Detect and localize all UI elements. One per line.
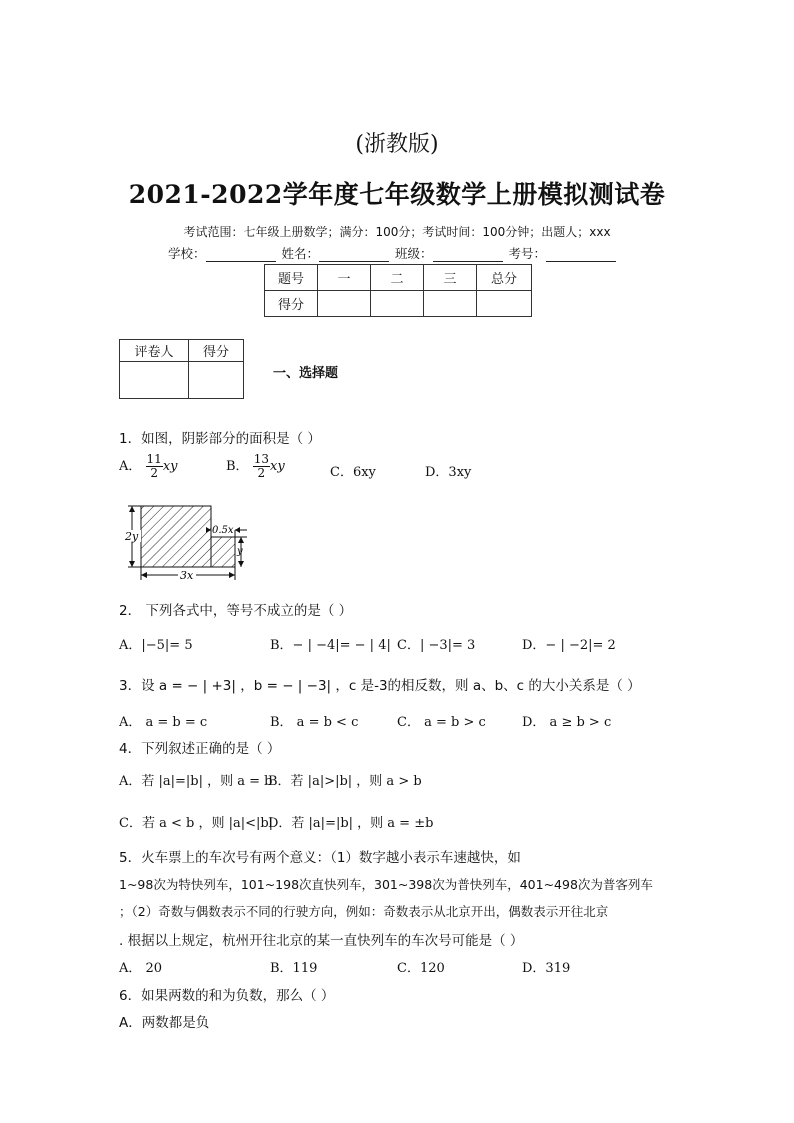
q6-option-a: A．两数都是负 bbox=[119, 1015, 210, 1031]
q3-stem: 3．设 a = − | +3| ，b = − | −3| ，c 是-3的相反数，则 a、b、c 的大小关系是（ ） bbox=[119, 678, 641, 694]
q1-option-b: B． $\frac{13}{2}$ xy bbox=[226, 452, 285, 480]
label-3x: 3x bbox=[180, 569, 194, 582]
score-row-label: 得分 bbox=[265, 291, 318, 317]
q4-stem: 4．下列叙述正确的是（ ） bbox=[119, 741, 281, 757]
score-cell[interactable] bbox=[424, 291, 477, 317]
grader-header-cell: 得分 bbox=[189, 340, 244, 362]
q3-option-a: A． a = b = c bbox=[119, 715, 208, 730]
school-field[interactable] bbox=[206, 249, 276, 262]
grader-header-cell: 评卷人 bbox=[120, 340, 189, 362]
label-y: y bbox=[237, 546, 243, 557]
q2-stem: 2． 下列各式中，等号不成立的是（ ） bbox=[119, 603, 353, 619]
section-title: 一、选择题 bbox=[273, 366, 339, 381]
label-2y: 2y bbox=[125, 530, 139, 543]
q2-option-b: B．− | −4|= − | 4| bbox=[270, 638, 391, 653]
q5-line-4: . 根据以上规定，杭州开往北京的某一直快列车的车次号可能是（ ） bbox=[119, 933, 524, 949]
exam-no-label: 考号： bbox=[508, 246, 547, 261]
q3-option-c: C． a = b > c bbox=[397, 715, 486, 730]
label-0.5x: 0.5x bbox=[212, 525, 234, 536]
edition-subtitle: (浙教版) bbox=[355, 132, 439, 157]
q2-option-a: A．|−5|= 5 bbox=[119, 638, 193, 653]
score-cell[interactable] bbox=[371, 291, 424, 317]
q5-option-d: D．319 bbox=[522, 961, 571, 976]
student-fields bbox=[168, 244, 616, 262]
q1-option-c: C．6xy bbox=[330, 465, 376, 480]
q1-a-fraction: $\frac{11}{2}$ bbox=[146, 452, 162, 480]
q1-option-d: D．3xy bbox=[425, 465, 472, 480]
q5-line-1: 5．火车票上的车次号有两个意义：（1）数字越小表示车速越快，如 bbox=[119, 850, 521, 866]
q6-stem: 6．如果两数的和为负数，那么（ ） bbox=[119, 988, 335, 1004]
q1-stem: 1．如图，阴影部分的面积是（ ） bbox=[119, 431, 321, 447]
q5-option-a: A． 20 bbox=[119, 961, 163, 976]
score-header-cell: 一 bbox=[318, 265, 371, 291]
q1-option-a: A． $\frac{11}{2}$ xy bbox=[119, 452, 178, 480]
class-label: 班级： bbox=[395, 246, 433, 261]
q1-b-fraction: $\frac{13}{2}$ bbox=[253, 452, 269, 480]
score-header-cell: 总分 bbox=[477, 265, 532, 291]
grader-table bbox=[119, 339, 244, 399]
q5-line-2: 1~98次为特快列车，101~198次直快列车，301~398次为普快列车，401~498次为普客列车 bbox=[119, 877, 653, 892]
exam-info: 考试范围：七年级上册数学；满分：100分；考试时间：100分钟；出题人；xxx bbox=[183, 225, 611, 239]
q4-option-b: B．若 |a|>|b| ，则 a > b bbox=[268, 774, 422, 789]
score-cell[interactable] bbox=[477, 291, 532, 317]
q3-option-b: B． a = b < c bbox=[270, 715, 359, 730]
score-header-cell: 三 bbox=[424, 265, 477, 291]
q4-option-d: D．若 |a|=|b| ，则 a = ±b bbox=[268, 816, 434, 831]
q2-option-d: D．− | −2|= 2 bbox=[522, 638, 616, 653]
exam-no-field[interactable] bbox=[546, 249, 616, 262]
q5-line-3: ；（2）奇数与偶数表示不同的行驶方向，例如：奇数表示从北京开出，偶数表示开往北京 bbox=[119, 904, 609, 919]
q1-shaded-figure bbox=[120, 500, 260, 582]
grader-cell[interactable] bbox=[120, 362, 189, 399]
name-field[interactable] bbox=[319, 249, 389, 262]
large-shaded-rect bbox=[141, 506, 211, 567]
name-label: 姓名： bbox=[281, 246, 320, 261]
q4-option-c: C．若 a < b ，则 |a|<|b| bbox=[119, 816, 274, 831]
q5-option-c: C．120 bbox=[397, 961, 445, 976]
small-shaded-rect bbox=[211, 537, 235, 567]
score-cell[interactable] bbox=[318, 291, 371, 317]
q4-option-a: A．若 |a|=|b| ，则 a = b bbox=[119, 774, 273, 789]
class-field[interactable] bbox=[433, 249, 503, 262]
q5-option-b: B．119 bbox=[270, 961, 318, 976]
q3-option-d: D． a ≥ b > c bbox=[522, 715, 612, 730]
score-table bbox=[264, 264, 532, 317]
grader-cell[interactable] bbox=[189, 362, 244, 399]
q2-option-c: C．| −3|= 3 bbox=[397, 638, 476, 653]
score-header-cell: 二 bbox=[371, 265, 424, 291]
score-header-cell: 题号 bbox=[265, 265, 318, 291]
school-label: 学校： bbox=[168, 246, 206, 261]
exam-title: 2021-2022学年度七年级数学上册模拟测试卷 bbox=[128, 180, 666, 209]
